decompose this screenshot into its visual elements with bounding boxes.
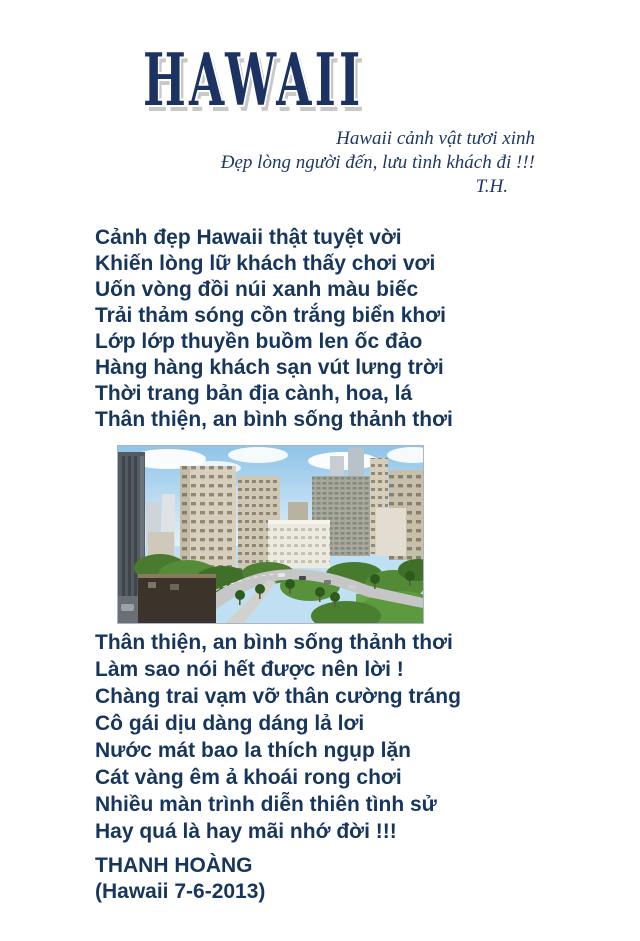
poem-line: Làm sao nói hết được nên lời ! <box>95 658 404 681</box>
poem-line: Khiến lòng lữ khách thấy chơi vơi <box>95 252 436 275</box>
poem-line: Thân thiện, an bình sống thảnh thơi <box>95 408 453 431</box>
author-name: THANH HOÀNG <box>95 854 253 877</box>
honolulu-aerial-photo <box>117 445 424 624</box>
page-title-text: HAWAII <box>143 37 364 122</box>
honolulu-photo-illustration <box>118 446 423 623</box>
poem-stanza-1 <box>95 225 453 433</box>
epigraph-line: Hawaii cảnh vật tươi xinh <box>336 128 535 149</box>
poem-line: Chàng trai vạm vỡ thân cường tráng <box>95 685 461 708</box>
poem-line: Trải thảm sóng cồn trắng biển khơi <box>95 304 446 327</box>
signature-block <box>95 853 265 905</box>
poem-line: Uốn vòng đồi núi xanh màu biếc <box>95 278 419 301</box>
poem-line: Thân thiện, an bình sống thảnh thơi <box>95 631 453 654</box>
poem-line: Thời trang bản địa cành, hoa, lá <box>95 382 413 405</box>
poem-line: Nước mát bao la thích ngụp lặn <box>95 739 411 762</box>
poem-line: Cảnh đẹp Hawaii thật tuyệt vời <box>95 226 402 249</box>
epigraph <box>221 127 535 199</box>
poem-line: Hay quá là hay mãi nhớ đời !!! <box>95 820 397 843</box>
page-title <box>143 37 364 122</box>
poem-stanza-2 <box>95 629 461 845</box>
poem-line: Nhiều màn trình diễn thiên tình sử <box>95 793 437 816</box>
poem-line: Hàng hàng khách sạn vút lưng trời <box>95 356 444 379</box>
epigraph-attribution: T.H. <box>475 176 508 197</box>
place-and-date: (Hawaii 7-6-2013) <box>95 880 266 903</box>
epigraph-line: Đẹp lòng người đến, lưu tình khách đi !!! <box>220 152 535 173</box>
poem-line: Cô gái dịu dàng dáng lả lơi <box>95 712 365 735</box>
poem-line: Cát vàng êm ả khoái rong chơi <box>95 766 402 789</box>
poem-line: Lớp lớp thuyền buồm len ốc đảo <box>95 330 423 353</box>
